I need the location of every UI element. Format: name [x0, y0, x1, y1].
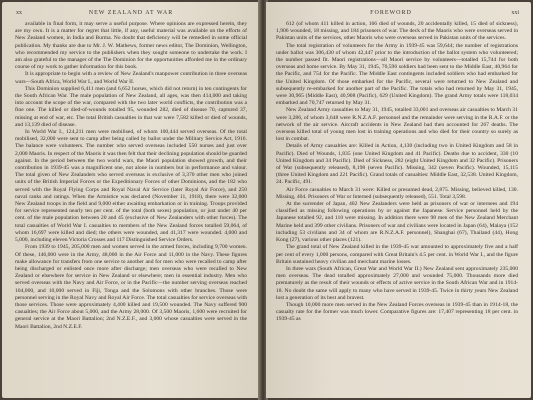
right-page-body: [276, 21, 518, 324]
left-page: [2, 2, 260, 398]
left-page-number: xx: [16, 10, 22, 16]
right-page: [266, 2, 531, 398]
right-paragraph: Though 10,000 more men served in the New Zealand Forces overseas in 1939-45 than in 1914-18, the casualty rate for the former was much lower. Comparative figures are: 17,407 representing 18 per cent. in 1939-45 as: [276, 301, 518, 323]
right-page-number: xxi: [511, 10, 519, 16]
left-paragraph: From 1939 to 1945, 205,000 men and women served in the armed forces, including 9,700 women. Of these, 146,000 were in the Army, 48,000 in the Air Force and 11,000 in the Navy. These figures make allowance for transfers from one service to another and for men who were recalled to camp after being discharged or enlisted once more after discharge; men overseas who were recalled to New Zealand or elsewhere for service in New Zealand or elsewhere; men in essential industry. Men who served overseas with the Navy and Air Force, or in the Pacific—the number serving overseas reached 104,000, and 10,000 served in Fiji, Tonga and the Solomons with other branches. Those were personnel serving in the Royal Navy and Royal Air Force. The total casualties for service overseas with those services. Those were approximately 4,400 killed and 19,500 wounded. The Navy suffered 900 casualties; the Air Force about 5,000, and the Army 28,000. Of 3,500 Maoris, 1,600 were recruited for general service at the Maori Battalion; 2nd N.Z.E.F., and 3,000 whose casualties were served in the Maori Battalion, 2nd N.Z.E.F.: [15, 244, 247, 330]
right-paragraph: 612 (of whom 411 killed in action, 166 died of wounds, 20 accidentally killed, 15 died of sickness), 1,906 wounded, 18 missing, and 184 prisoners of war. The deck of the Maoris who were overseas served in Pakistan units of the services, other Maoris who were overseas served in Pakistan units of the services.: [276, 21, 518, 42]
left-paragraph: In World War I., 124,211 men were mobilised, of whom 100,444 served overseas. Of the total mobilised, 32,000 were sent to camp after being called by ballot under the Military Service Act, 1916. The balance were volunteers. The number who served overseas included 550 nurses and just over 2,000 Maoris. In respect of the Maoris it was then felt that their declining population should be guarded against. In the period between the two world wars, the Maori population showed growth, and their contribution in 1939-45 was a magnificent one, not alone in numbers but in performance and valour. The total given of New Zealanders who served overseas is exclusive of 3,370 other men who joined units of the British Imperial Forces or the Expeditionary Forces of other Dominions, and the 182 who served with the Royal Flying Corps and Royal Naval Air Service (later Royal Air Force), and 250 naval ranks and ratings. When the Armistice was declared (November 11, 1918), there were 32,000 New Zealand troops in the field and 9,000 either awaiting embarkation or in training. Troops provided for service represented nearly ten per cent. of the total (both sexes) population, or just under 40 per cent. of the male population between 20 and 45 (exclusive of New Zealanders with other forces). The total casualties of World War I. casualties to members of the New Zealand forces totalled 59,064, of whom 16,697 were killed and died; the others were wounded, and 41,317 were wounded. 4,000 and 5,000, including eleven Victoria Crosses and 117 Distinguished Service Orders.: [15, 129, 247, 244]
left-page-body: [15, 21, 247, 331]
left-paragraph: It is appropriate to begin with a review of New Zealand's manpower contribution in three overseas wars—South Africa, World War I., and World War II.: [15, 71, 247, 85]
right-paragraph: At the surrender of Japan, 402 New Zealanders were held as prisoners of war or internees and 194 classified as missing following operations by or against the Japanese. Service personnel held by the Japanese totalled 92, and 110 were missing. In addition there were 98 men of the New Zealand Merchant Marine held and 399 other civilians. Prisoners of war and civilians were located in Japan (64), Malaya (152 including 53 civilians and 34 of whom are R.N.Z.A.F. personnel), Shanghai (67), Thailand (44), Hong Kong (27), various other places (121).: [276, 201, 518, 244]
left-paragraph: This Dominion supplied 6,411 men (and 6,652 horses, which did not return) in ten contingents for the South African War. The male population of New Zealand, all ages, was then 414,000 and taking into account the scope of the war, compared with the two later world conflicts, the contribution was a fine one. The killed or died-of-wounds totalled 95, wounded 282, died of disease 70, captured 37, missing at end of war, etc. The total British casualties in that war were 7,582 killed or died of wounds, and 13,139 died of disease.: [15, 85, 247, 128]
right-paragraph: The grand total of New Zealand killed in the 1939-45 war amounted to approximately five and a half per cent of every 1,000 persons, compared with Great Britain's 4.5 per cent. in World War I., and the figure Britain sustained heavy civilian and merchant marine losses.: [276, 244, 518, 265]
right-paragraph: The total registration of volunteers for the Army in 1939-45 was 59,644; the number of registrations under ballot was 306,430 of whom 42,447 prior to the introduction of the ballot system who volunteered; the number passed fit. Maori registrations—all Maori service by volunteers—totalled 15,744 for both overseas and home service. By May 31, 1945, 70,596 soldiers had been sent to the Middle East, 40,964 for the Pacific, and 754 for the Pacific. The Middle East contingents included soldiers who had embarked for the United Kingdom. Of those embarked for the Pacific, several were returned to New Zealand and subsequently re-embarked for another part of the Pacific. The totals who had returned by May 31, 1945, were 30,965 (Middle East), 40,908 (Pacific), 629 (United Kingdom). The grand Army totals were 118,034 embarked and 70,747 returned by May 31.: [276, 42, 518, 107]
right-paragraph: Air Force casualties to March 31 were: Killed or presumed dead, 2,875. Missing, believed killed, 130. Missing, 404. Prisoners of War or Interned (subsequently released), 551. Total 3,598.: [276, 186, 518, 200]
left-running-head: NEW ZEALAND AT WAR: [88, 10, 174, 16]
right-paragraph: In three wars (South African, Great War and World War II.) New Zealand sent approximately 235,000 men overseas. The dead totalled approximately 27,000 and wounded 75,000. Thousands more died prematurely as the result of their wounds or effects of active service in the South African War and in 1914-18. No doubt the same will apply to many who have served in 1939-45. Twice in thirty years New Zealand lost a generation of its best and bravest.: [276, 265, 518, 301]
left-paragraph: available in final form, it may serve a useful purpose. Where opinions are expressed herein, they are my own. It is a matter for regret that little, if any, useful material was available on the efforts of New Zealand women, in India and Burma. No doubt that deficiency will be remedied in some official publication. My thanks are due to Mr. J. W. Mathews, former news editor, The Dominion, Wellington, who recommended my service to the publishers when they sought someone to undertake the work. I am also grateful to the manager of the The Dominion for the opportunities afforded me in the ordinary course of my work to gather information for this book.: [15, 21, 247, 71]
right-paragraph: Details of Army casualties are: Killed in Action, 4,130 (including two in United Kingdom and 58 in Pacific). Died of Wounds, 1,835 (one United Kingdom and 41 Pacific). Deaths due to accident, 330 (10 United Kingdom and 34 Pacific). Died of Sickness, 282 (eight United Kingdom and 32 Pacific). Prisoners of War (subsequently released), 8,198 (seven Pacific). Missing, 342 (seven Pacific). Wounded, 15,115 (three United Kingdom and 221 Pacific). Grand totals of casualties: Middle East, 32,538. United Kingdom, 24. Pacific, 491.: [276, 143, 518, 186]
right-paragraph: New Zealand Army casualties to May 31, 1945, totalled 33,001 and overseas air casualties to March 31 were 3,286, of whom 3,648 were R.N.Z.A.F. personnel and the remainder were serving in the R.A.F. or the network of the air service. Aircraft accidents in New Zealand had then accounted for 267 deaths. The overseas killed total of young men lost in training operations and who died for their country so surely as lost in combat.: [276, 107, 518, 143]
right-running-head: FOREWORD: [370, 10, 412, 16]
